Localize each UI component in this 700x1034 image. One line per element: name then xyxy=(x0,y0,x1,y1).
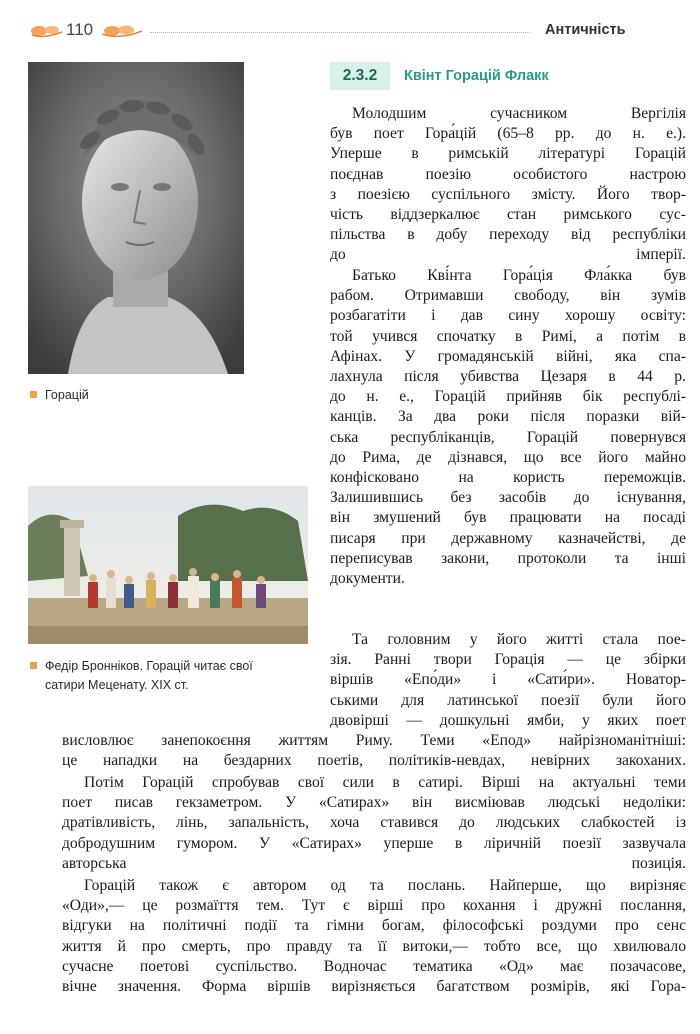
paragraph-odes xyxy=(62,876,686,997)
text-line: «Оди»,— це розмаїття тем. Тут є вірші про кохання і дружні послання, xyxy=(62,897,686,915)
text-line: зія. Ранні твори Горація — це збірки xyxy=(330,651,686,669)
paragraph-intro xyxy=(330,104,686,266)
bronnikov-painting-image xyxy=(28,486,308,644)
text-line: життя й про смерть, про правду та її витоки,— тобто все, що хвилювало xyxy=(62,937,686,955)
text-line: той учився спочатку в Римі, а потім в xyxy=(330,327,686,345)
text-line: Та головним у його житті стала пое- xyxy=(352,631,686,648)
running-section-title: Античність xyxy=(545,22,626,38)
section-title: Квінт Горацій Флакк xyxy=(404,68,549,84)
text-line: переписував закони, протоколи та інші xyxy=(330,549,686,567)
text-line: з поезією суспільного змісту. Його твор- xyxy=(330,185,686,203)
text-line: писаря при державному казначействі, де xyxy=(330,529,686,547)
text-line: Афінах. У громадянській війні, яка спа- xyxy=(330,347,686,365)
text-line: рабом. Отримавши свободу, він зумів xyxy=(330,287,686,305)
text-line: пільства в добу переходу від республіки xyxy=(330,226,686,244)
text-line: це нападки на бездарних поетів, політиків-невдах, невірних закоханих. xyxy=(62,752,686,770)
ornament-right-icon xyxy=(100,22,144,40)
text-line: Потім Горацій спробував свої сили в сатирі. Вірші на актуальні теми xyxy=(84,774,686,791)
paragraph-biography xyxy=(330,266,686,589)
text-line: добродушним гумором. У «Сатирах» уперше в ліричній поезії зазвучала xyxy=(62,834,686,852)
text-line: документи. xyxy=(330,570,405,588)
paragraph-poetry xyxy=(330,630,686,731)
section-heading xyxy=(330,62,690,90)
caption-bullet xyxy=(30,662,37,669)
text-line: ська республіканців, Горацій повернувся xyxy=(330,428,686,446)
text-line: був поет Гора́цій (65–8 рр. до н. е.). xyxy=(330,125,686,143)
text-line: ськими для латинської поезії були його xyxy=(330,691,686,709)
text-line: вічне значення. Форма віршів вирізняється багатством розмірів, які Гора- xyxy=(62,978,686,996)
text-line: сучасне поетові суспільство. Водночас тематика «Од» має позачасове, xyxy=(62,957,686,975)
text-line: до Рима, де дізнався, що все його майно xyxy=(330,448,686,466)
text-line: дратівливість, лінь, запальність, хоча ставився до людських слабкостей із xyxy=(62,814,686,832)
page-header xyxy=(0,0,700,60)
text-line: Батько Кві́нта Гора́ція Фла́кка був xyxy=(352,267,686,284)
page-number: 110 xyxy=(66,20,94,39)
horace-bust-image xyxy=(28,62,244,374)
text-line: розбагатіти і дав сину хорошу освіту: xyxy=(330,307,686,325)
text-line: чість віддзеркалює стан римського сус- xyxy=(330,206,686,224)
text-line: канців. За два роки після поразки вій- xyxy=(330,408,686,426)
text-line: Уперше в римській літературі Горацій xyxy=(330,145,686,163)
caption-bullet xyxy=(30,391,37,398)
text-line: лахнула після убивства Цезаря в 44 р. xyxy=(330,368,686,386)
paragraph-satires xyxy=(62,773,686,874)
ornament-left-icon xyxy=(30,22,64,40)
text-line: він змушений був працювати на посаді xyxy=(330,509,686,527)
text-line: Горацій також є автором од та послань. Найперше, що вирізняє xyxy=(84,877,686,894)
text-line: Молодшим сучасником Вергілія xyxy=(352,105,686,122)
figure-caption-bust: Горацій xyxy=(30,386,89,405)
text-line: висловлює занепокоєння життям Риму. Теми «Епод» найрізноманітніші: xyxy=(62,732,686,749)
paragraph-epodes xyxy=(62,731,686,771)
text-line: авторська позиція. xyxy=(62,854,686,872)
section-number-badge: 2.3.2 xyxy=(330,62,390,90)
text-line: до імперії. xyxy=(330,246,686,264)
text-line: поєднав поезію особистого настрою xyxy=(330,165,686,183)
text-line: віршів «Епо́ди» і «Сати́ри». Новатор- xyxy=(330,671,686,689)
text-line: відгуки на політичні події та гімни богам, філософські роздуми про сенс xyxy=(62,917,686,935)
figure-caption-painting: Федір Бронніков. Горацій читає свої сатири Меценату. XIX ст. xyxy=(30,657,315,695)
text-line: Залишившись без засобів до існування, xyxy=(330,489,686,507)
text-line: поет писав гекзаметром. У «Сатирах» він висміював людські недоліки: xyxy=(62,794,686,812)
text-line: конфісковано на користь переможців. xyxy=(330,469,686,487)
text-line: двовірші — дошкульні ямби, у яких поет xyxy=(330,711,686,729)
text-line: до н. е., Горацій прийняв бік республі- xyxy=(330,388,686,406)
header-divider xyxy=(150,32,530,33)
